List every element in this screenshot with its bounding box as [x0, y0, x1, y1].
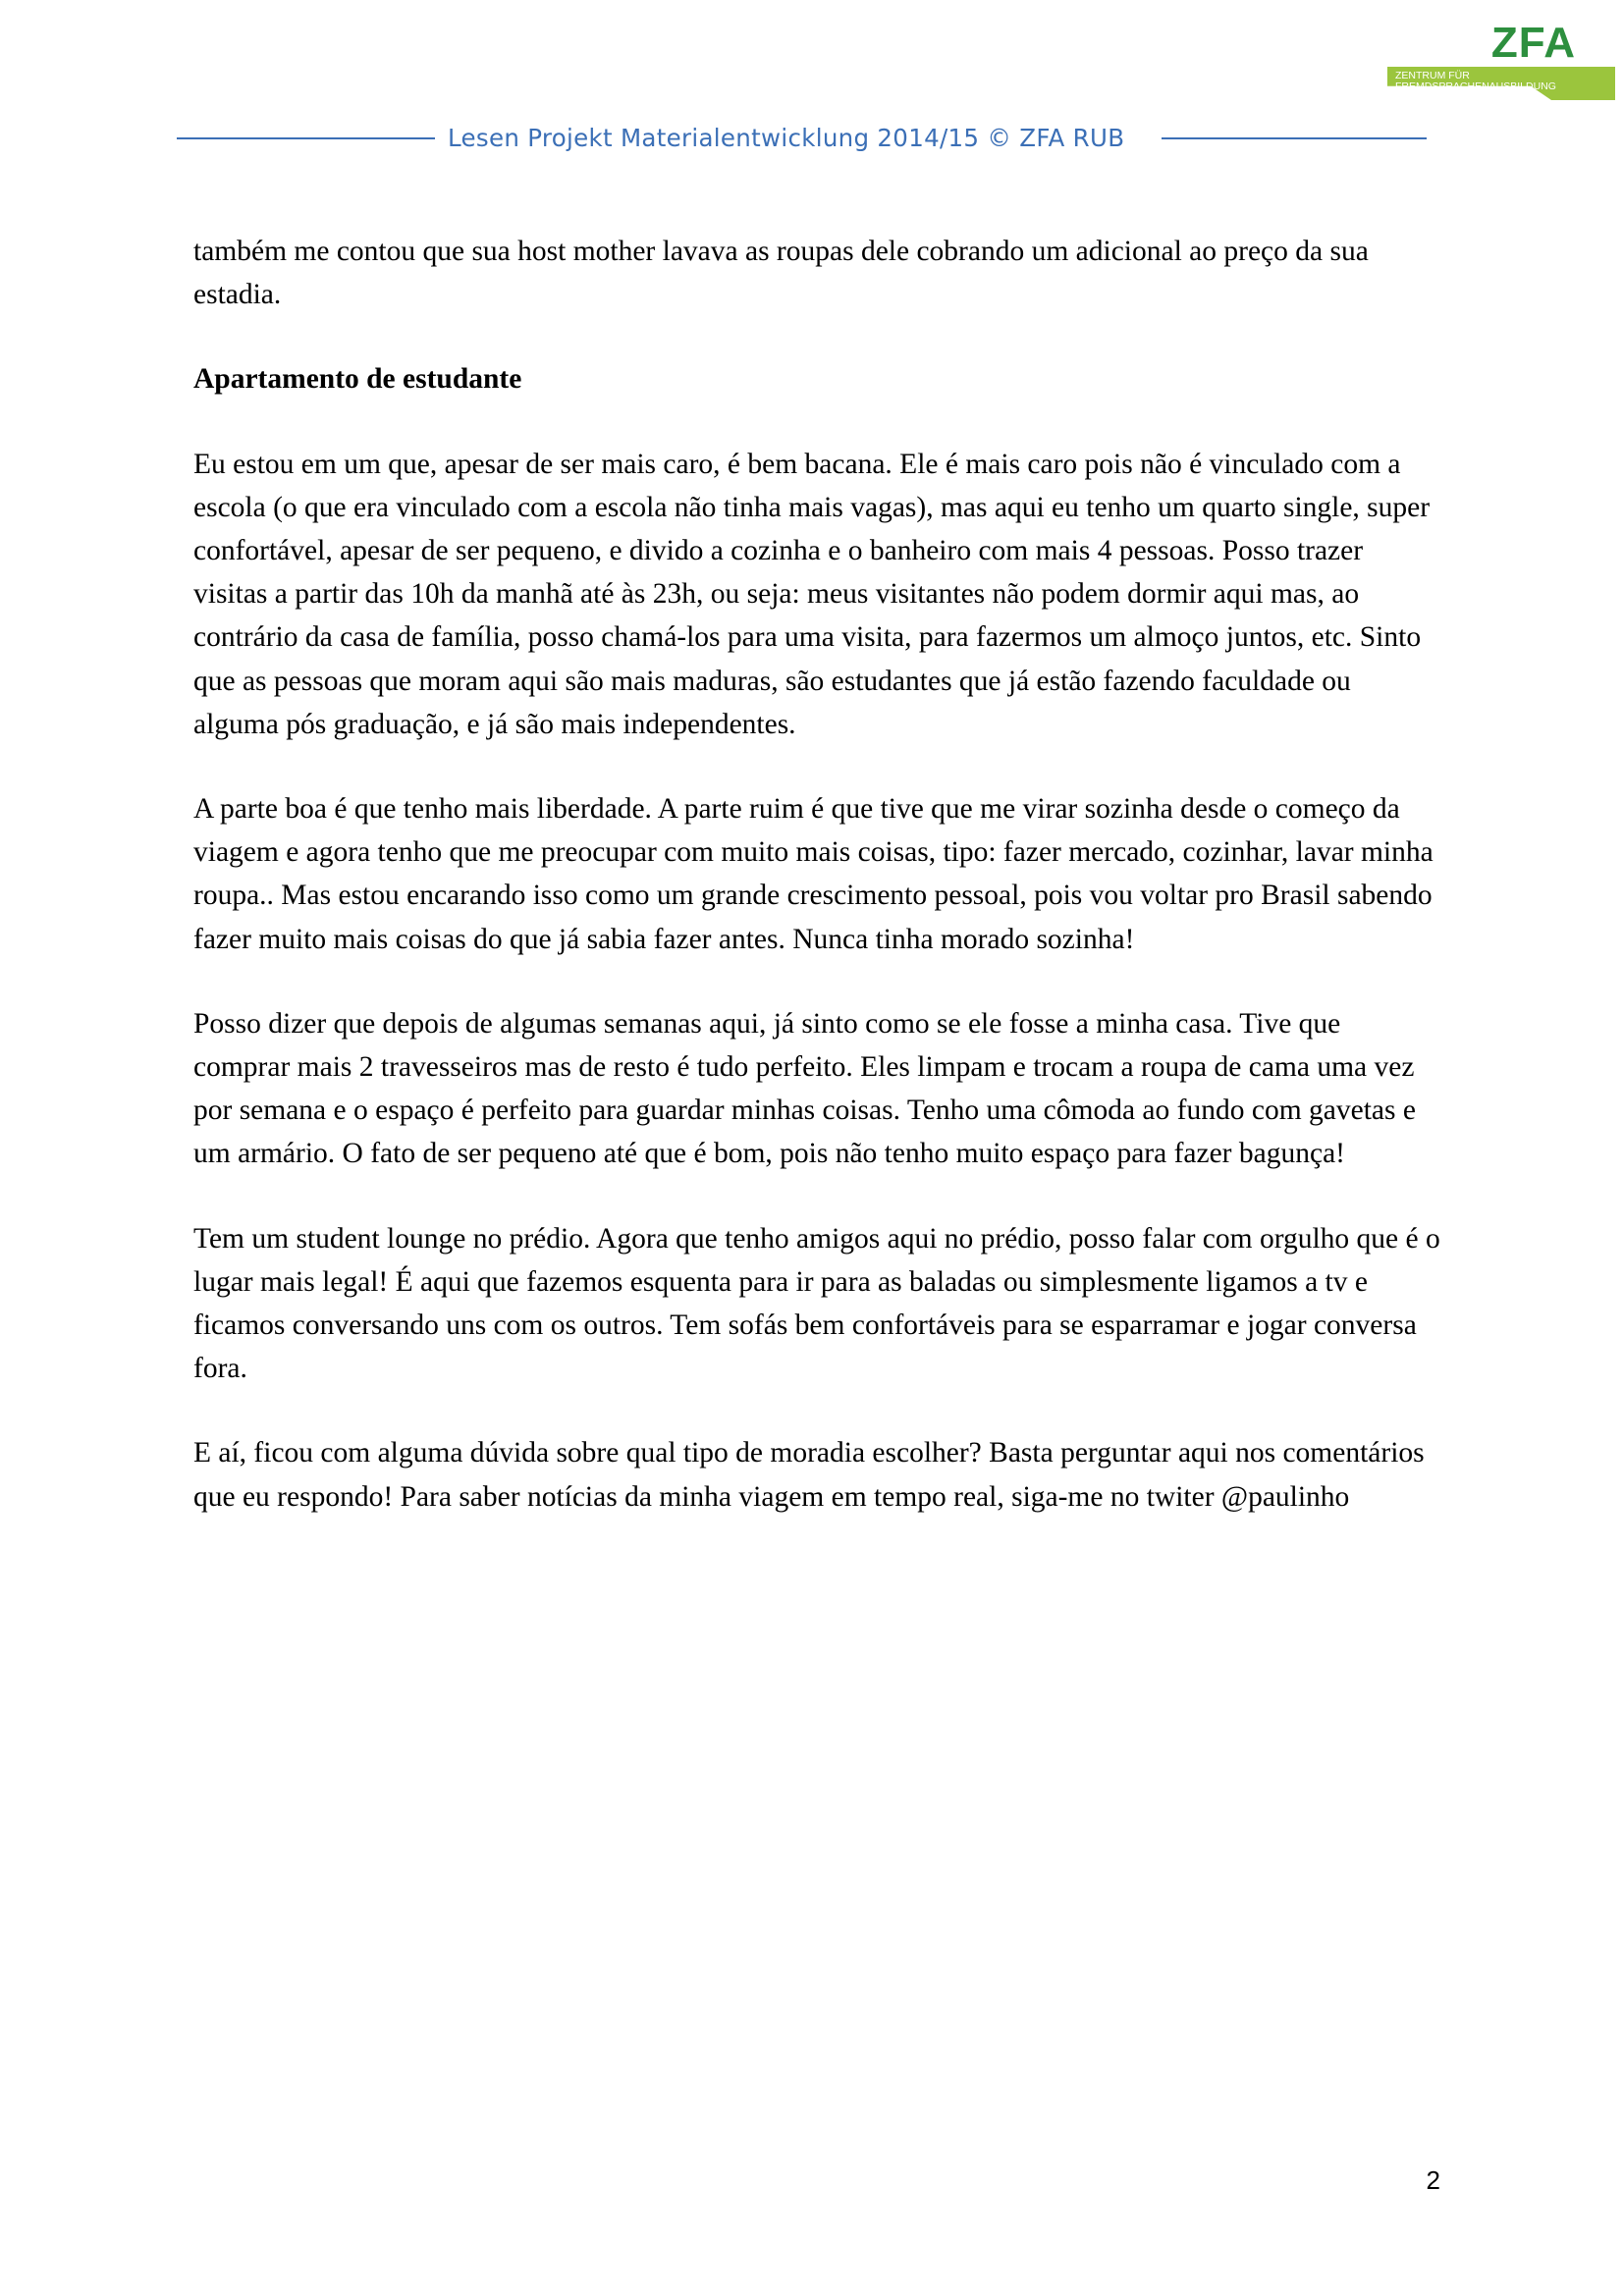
header-title: Lesen Projekt Materialentwicklung 2014/15 © ZFA RUB	[448, 124, 1125, 152]
paragraph-1: também me contou que sua host mother lavava as roupas dele cobrando um adicional ao preço da sua estadia.	[193, 236, 1369, 311]
header-rule-left	[177, 137, 435, 139]
section-heading: Apartamento de estudante	[193, 363, 522, 396]
header-rule-right	[1162, 137, 1427, 139]
paragraph-5: Tem um student lounge no prédio. Agora que tenho amigos aqui no prédio, posso falar com orgulho que é o lugar mais legal! É aqui que fazemos esquenta para ir para as baladas ou simplesmente ligamos a tv e ficamos conversando uns com os outros. Tem sofás bem confortáveis para se esparramar e jogar conversa fora.	[193, 1222, 1440, 1385]
logo-mark: ZFA	[1490, 19, 1576, 67]
logo-line-1: ZENTRUM FÜR	[1395, 70, 1470, 81]
paragraph-3: A parte boa é que tenho mais liberdade. A parte ruim é que tive que me virar sozinha desde o começo da viagem e agora tenho que me preocupar com muito mais coisas, tipo: fazer mercado, cozinhar, lavar minha roupa.. Mas estou encarando isso como um grande crescimento pessoal, pois vou voltar pro Brasil sabendo fazer muito mais coisas do que já sabia fazer antes. Nunca tinha morado sozinha!	[193, 793, 1434, 955]
paragraph-4: Posso dizer que depois de algumas semanas aqui, já sinto como se ele fosse a minha casa. Tive que comprar mais 2 travesseiros mas de resto é tudo perfeito. Eles limpam e trocam a roupa de cama uma vez por semana e o espaço é perfeito para guardar minhas coisas. Tenho uma cômoda ao fundo com gavetas e um armário. O fato de ser pequeno até que é bom, pois não tenho muito espaço para fazer bagunça!	[193, 1007, 1416, 1170]
document-body	[193, 230, 1440, 1560]
page-number: 2	[1426, 2165, 1440, 2195]
paragraph-6: E aí, ficou com alguma dúvida sobre qual tipo de moradia escolher? Basta perguntar aqui nos comentários que eu respondo! Para saber notícias da minha viagem em tempo real, siga-me no twiter @paulinho	[193, 1437, 1425, 1513]
logo-line-2: FREMDSPRACHENAUSBILDUNG	[1395, 80, 1556, 92]
zfa-logo	[1387, 19, 1615, 104]
page-header	[177, 122, 1427, 155]
paragraph-2: Eu estou em um que, apesar de ser mais caro, é bem bacana. Ele é mais caro pois não é vinculado com a escola (o que era vinculado com a escola não tinha mais vagas), mas aqui eu tenho um quarto single, super confortável, apesar de ser pequeno, e divido a cozinha e o banheiro com mais 4 pessoas. Posso trazer visitas a partir das 10h da manhã até às 23h, ou seja: meus visitantes não podem dormir aqui mas, ao contrário da casa de família, posso chamá-los para uma visita, para fazermos um almoço juntos, etc. Sinto que as pessoas que moram aqui são mais maduras, são estudantes que já estão fazendo faculdade ou alguma pós graduação, e já são mais independentes.	[193, 448, 1431, 740]
